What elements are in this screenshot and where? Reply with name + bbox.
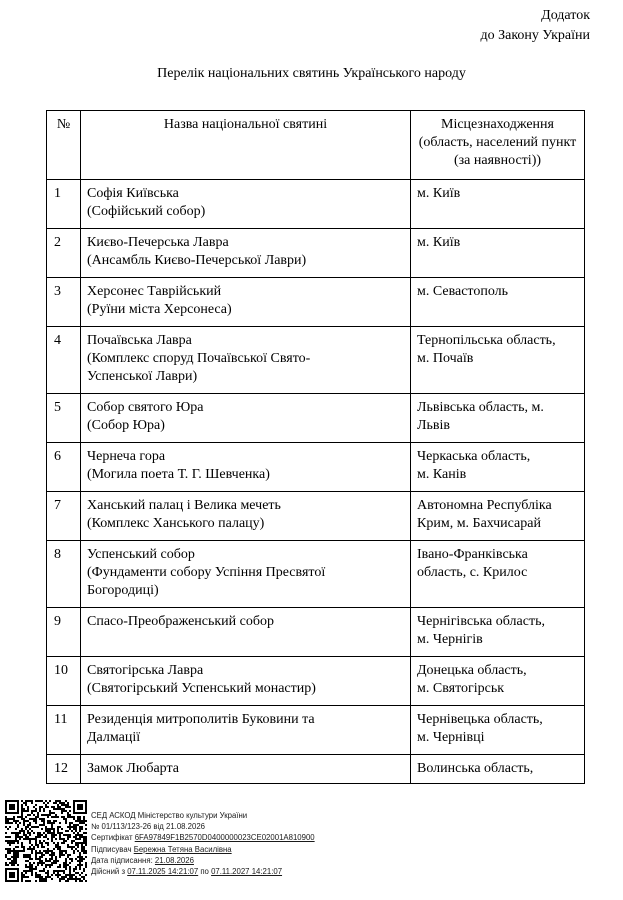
column-header-name: Назва національної святині — [81, 111, 411, 180]
table-row — [47, 706, 585, 755]
shrine-name — [81, 443, 411, 492]
shrine-location-line: м. Чернігів — [417, 632, 483, 647]
row-number: 6 — [47, 443, 81, 492]
shrine-location-line: м. Святогірськ — [417, 681, 505, 696]
shrine-location-line: Автономна Республіка — [417, 498, 552, 513]
table-row — [47, 657, 585, 706]
shrine-location-line: м. Київ — [417, 235, 461, 250]
document-title: Перелік національних святинь Українського народу — [157, 66, 466, 81]
addendum-line-1: Додаток — [541, 8, 590, 23]
signature-registration: № 01/113/123-26 від 21.08.2026 — [91, 822, 206, 832]
shrine-name-line: Успенський собор — [87, 547, 195, 562]
shrine-name-line: Богородиці) — [87, 583, 159, 598]
shrine-name-line: (Собор Юра) — [87, 418, 165, 433]
shrine-name — [81, 608, 411, 657]
shrine-name-line: (Фундаменти собору Успіння Пресвятої — [87, 565, 326, 580]
row-number: 11 — [47, 706, 81, 755]
shrine-location-line: область, с. Крилос — [417, 565, 528, 580]
valid-from: 07.11.2025 14:21:07 — [127, 867, 199, 877]
shrine-location-line: Крим, м. Бахчисарай — [417, 516, 541, 531]
shrine-name-line: (Софійський собор) — [87, 204, 206, 219]
row-number: 5 — [47, 394, 81, 443]
qr-code — [5, 800, 87, 882]
shrine-location — [411, 394, 585, 443]
shrine-location-line: м. Чернівці — [417, 730, 485, 745]
shrine-name — [81, 492, 411, 541]
shrine-location-line: Львівська область, м. — [417, 400, 544, 415]
shrine-name-line: (Руїни міста Херсонеса) — [87, 302, 232, 317]
qr-code-graphic — [5, 800, 87, 882]
addendum-header — [480, 6, 590, 46]
row-number: 1 — [47, 180, 81, 229]
shrine-name — [81, 229, 411, 278]
table-row — [47, 278, 585, 327]
shrine-location-line: м. Канів — [417, 467, 467, 482]
shrine-location-line: м. Севастополь — [417, 284, 509, 299]
shrine-name-line: Ханський палац і Велика мечеть — [87, 498, 281, 513]
shrine-name-line: (Комплекс Ханського палацу) — [87, 516, 265, 531]
shrine-name-line: Софія Київська — [87, 186, 179, 201]
shrine-location — [411, 755, 585, 784]
table-header-row — [47, 111, 585, 180]
shrine-name-line: Успенської Лаври) — [87, 369, 198, 384]
shrine-location-line: Волинська область, — [417, 761, 534, 776]
table-row — [47, 492, 585, 541]
certificate-value: 6FA97849F1B2570D0400000023CE02001A810900 — [134, 833, 315, 843]
column-header-location: Місцезнаходження (область, населений пункт (за наявності)) — [411, 111, 585, 180]
signature-validity: Дійсний з 07.11.2025 14:21:07 по 07.11.2027 14:21:07 — [91, 867, 283, 877]
signature-date: Дата підписання: 21.08.2026 — [91, 855, 194, 865]
table-row — [47, 541, 585, 608]
row-number: 2 — [47, 229, 81, 278]
shrine-name — [81, 541, 411, 608]
table-row — [47, 608, 585, 657]
valid-to: 07.11.2027 14:21:07 — [211, 867, 283, 877]
table-row — [47, 394, 585, 443]
shrine-name-line: Києво-Печерська Лавра — [87, 235, 229, 250]
shrine-name-line: (Могила поета Т. Г. Шевченка) — [87, 467, 270, 482]
signing-date: 21.08.2026 — [154, 855, 194, 865]
shrine-location-line: Чернівецька область, — [417, 712, 543, 727]
table-row — [47, 229, 585, 278]
shrine-name-line: Чернеча гора — [87, 449, 166, 464]
shrine-location — [411, 229, 585, 278]
signature-system: СЕД АСКОД Міністерство культури України — [91, 811, 248, 820]
shrine-name-line: (Комплекс споруд Почаївської Свято- — [87, 351, 311, 366]
signer-name: Бережна Тетяна Василівна — [133, 844, 232, 854]
row-number: 9 — [47, 608, 81, 657]
shrine-location — [411, 541, 585, 608]
row-number: 10 — [47, 657, 81, 706]
electronic-signature-block — [91, 810, 315, 877]
shrine-name-line: (Святогірський Успенський монастир) — [87, 681, 316, 696]
shrine-location-line: Львів — [417, 418, 450, 433]
shrine-name — [81, 755, 411, 784]
shrine-name-line: Херсонес Таврійський — [87, 284, 222, 299]
row-number: 8 — [47, 541, 81, 608]
shrine-location-line: Чернігівська область, — [417, 614, 545, 629]
addendum-line-2: до Закону України — [480, 28, 590, 43]
table-row — [47, 755, 585, 784]
shrine-location-line: Івано-Франківська — [417, 547, 528, 562]
signature-signer: Підписувач Бережна Тетяна Василівна — [91, 844, 232, 854]
row-number: 3 — [47, 278, 81, 327]
shrine-location-line: Черкаська область, — [417, 449, 531, 464]
shrine-location — [411, 443, 585, 492]
row-number: 12 — [47, 755, 81, 784]
shrines-table — [46, 110, 585, 784]
shrine-location — [411, 608, 585, 657]
shrine-name-line: Резиденція митрополитів Буковини та — [87, 712, 315, 727]
table-body — [47, 180, 585, 784]
shrine-name — [81, 706, 411, 755]
shrine-location-line: м. Почаїв — [417, 351, 474, 366]
column-header-number: № — [47, 111, 81, 180]
shrine-name — [81, 278, 411, 327]
shrine-name — [81, 394, 411, 443]
shrine-name — [81, 657, 411, 706]
shrine-name-line: (Ансамбль Києво-Печерської Лаври) — [87, 253, 307, 268]
shrine-location-line: м. Київ — [417, 186, 461, 201]
shrine-name — [81, 180, 411, 229]
signature-certificate: Сертифікат 6FA97849F1B2570D0400000023CE02001A810900 — [91, 833, 315, 843]
shrine-name-line: Собор святого Юра — [87, 400, 204, 415]
table-row — [47, 443, 585, 492]
shrine-location — [411, 706, 585, 755]
shrine-name — [81, 327, 411, 394]
shrine-name-line: Спасо-Преображенський собор — [87, 614, 274, 629]
shrine-location — [411, 327, 585, 394]
shrine-location — [411, 657, 585, 706]
shrine-name-line: Замок Любарта — [87, 761, 179, 776]
table-row — [47, 327, 585, 394]
row-number: 7 — [47, 492, 81, 541]
shrine-location-line: Донецька область, — [417, 663, 527, 678]
shrine-name-line: Святогірська Лавра — [87, 663, 204, 678]
row-number: 4 — [47, 327, 81, 394]
shrine-location — [411, 492, 585, 541]
shrine-location — [411, 180, 585, 229]
table-row — [47, 180, 585, 229]
shrine-name-line: Далмації — [87, 730, 141, 745]
shrine-location-line: Тернопільська область, — [417, 333, 556, 348]
shrine-name-line: Почаївська Лавра — [87, 333, 192, 348]
shrine-location — [411, 278, 585, 327]
